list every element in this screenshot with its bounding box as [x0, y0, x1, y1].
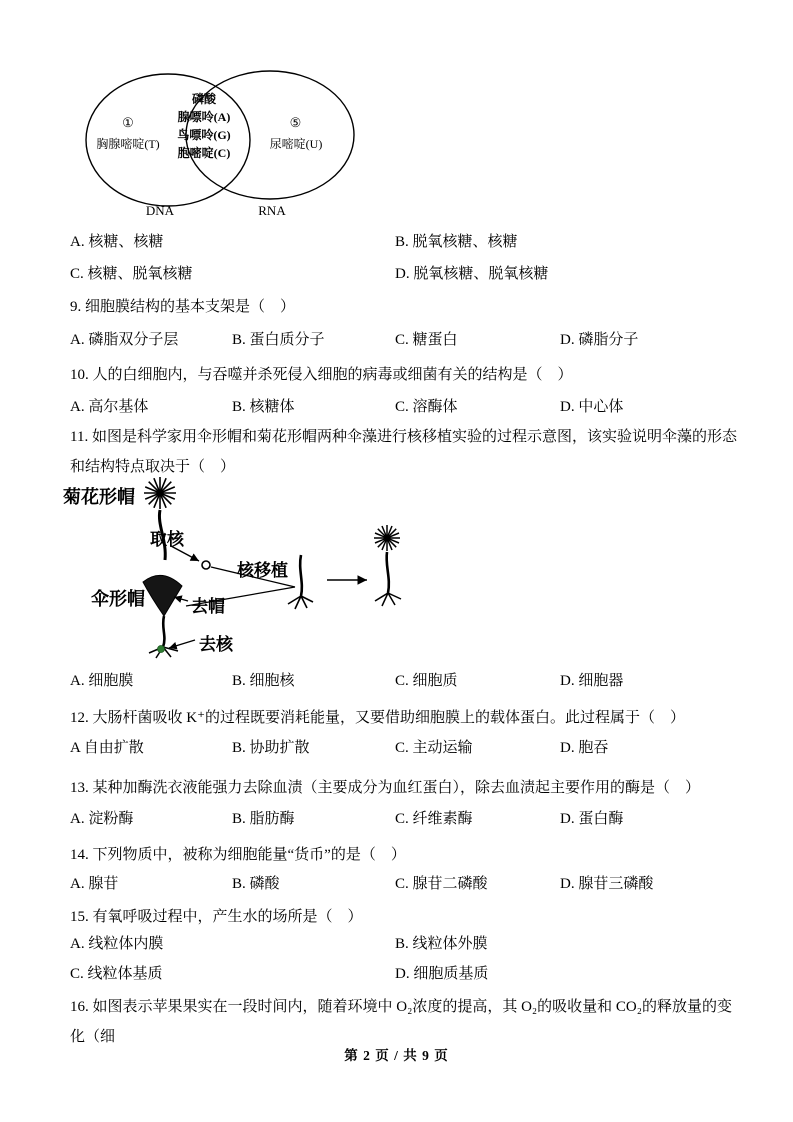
option-c: C. 线粒体基质	[70, 966, 163, 982]
option-b: B. 磷酸	[232, 876, 280, 892]
option-a: A. 高尔基体	[70, 399, 149, 415]
question-11-text: 11. 如图是科学家用伞形帽和菊花形帽两种伞藻进行核移植实验的过程示意图，该实验说明伞藻的形态和结构特点取决于（ ）	[70, 429, 737, 475]
label-remove-nucleus: 去核	[199, 635, 233, 654]
venn-left-caption: DNA	[145, 203, 175, 218]
option-a: A. 核糖、核糖	[70, 234, 164, 250]
venn-center-line-2: 腺嘌呤(A)	[177, 110, 231, 124]
option-a: A. 磷脂双分子层	[70, 332, 179, 348]
label-remove-cap: 去帽	[191, 597, 225, 616]
question-15-options-row-2	[70, 962, 738, 986]
option-c: C. 核糖、脱氧核糖	[70, 266, 193, 282]
remove-cap-arrow-icon	[174, 597, 188, 601]
question-10-options	[70, 395, 738, 419]
option-b: B. 蛋白质分子	[232, 332, 325, 348]
option-b: B. 协助扩散	[232, 740, 310, 756]
question-12-text: 12. 大肠杆菌吸收 K⁺的过程既要消耗能量，又要借助细胞膜上的载体蛋白。此过程属于（ ）	[70, 710, 686, 726]
option-b: B. 细胞核	[232, 673, 295, 689]
option-a: A. 细胞膜	[70, 673, 134, 689]
question-14-options	[70, 872, 738, 896]
extracted-nucleus-icon	[202, 561, 210, 569]
venn-right-caption: RNA	[258, 203, 286, 218]
option-c: C. 糖蛋白	[395, 332, 458, 348]
option-d: D. 细胞器	[560, 673, 624, 689]
option-d: D. 中心体	[560, 399, 624, 415]
option-d: D. 磷脂分子	[560, 332, 639, 348]
venn-right-number: ⑤	[289, 115, 302, 130]
venn-options-row-1	[70, 230, 738, 254]
label-chrysanthemum-cap: 菊花形帽	[63, 487, 135, 507]
venn-center-line-1: 磷酸	[191, 92, 216, 106]
venn-center-line-4: 胞嘧啶(C)	[177, 146, 231, 160]
option-b: B. 线粒体外膜	[395, 936, 488, 952]
venn-diagram	[78, 65, 378, 225]
question-15-text: 15. 有氧呼吸过程中，产生水的场所是（ ）	[70, 909, 363, 925]
question-14-text: 14. 下列物质中，被称为细胞能量“货币”的是（ ）	[70, 847, 406, 863]
option-b: B. 核糖体	[232, 399, 295, 415]
question-15-options-row-1	[70, 932, 738, 956]
question-13-text: 13. 某种加酶洗衣液能强力去除血渍（主要成分为血红蛋白），除去血渍起主要作用的酶是（ ）	[70, 780, 701, 796]
question-13-options	[70, 807, 738, 831]
option-d: D. 细胞质基质	[395, 966, 489, 982]
result-alga-icon	[374, 525, 401, 606]
option-b: B. 脂肪酶	[232, 811, 295, 827]
label-take-nucleus: 取核	[150, 530, 184, 549]
option-d: D. 蛋白酶	[560, 811, 624, 827]
option-d: D. 胞吞	[560, 740, 609, 756]
page-footer: 第 2 页 / 共 9 页	[344, 1048, 449, 1063]
question-9-text: 9. 细胞膜结构的基本支架是（ ）	[70, 299, 296, 315]
option-c: C. 纤维素酶	[395, 811, 473, 827]
nucleus-dot-icon	[158, 646, 165, 653]
option-a: A 自由扩散	[70, 740, 144, 756]
alga-diagram	[55, 470, 495, 670]
venn-left-text: 胸腺嘧啶(T)	[96, 137, 160, 151]
option-c: C. 主动运输	[395, 740, 473, 756]
option-c: C. 溶酶体	[395, 399, 458, 415]
label-umbrella-cap: 伞形帽	[91, 589, 145, 609]
option-c: C. 细胞质	[395, 673, 458, 689]
option-d: D. 脱氧核糖、脱氧核糖	[395, 266, 549, 282]
question-16-text: 16. 如图表示苹果果实在一段时间内，随着环境中 O₂浓度的提高，其 O₂的吸收量和 CO₂的释放量的变化（细	[70, 999, 732, 1045]
venn-left-number: ①	[122, 115, 134, 130]
venn-center-line-3: 鸟嘌呤(G)	[177, 128, 231, 142]
question-10-text: 10. 人的白细胞内，与吞噬并杀死侵入细胞的病毒或细菌有关的结构是（ ）	[70, 367, 573, 383]
question-12-options	[70, 736, 738, 760]
question-11-options	[70, 669, 738, 693]
option-a: A. 线粒体内膜	[70, 936, 164, 952]
remove-nucleus-arrow-icon	[169, 640, 195, 648]
venn-right-text: 尿嘧啶(U)	[269, 137, 323, 151]
venn-options-row-2	[70, 262, 738, 286]
option-a: A. 淀粉酶	[70, 811, 134, 827]
option-c: C. 腺苷二磷酸	[395, 876, 488, 892]
option-a: A. 腺苷	[70, 876, 119, 892]
option-b: B. 脱氧核糖、核糖	[395, 234, 518, 250]
label-nuclear-transplant: 核移植	[237, 561, 288, 580]
option-d: D. 腺苷三磷酸	[560, 876, 654, 892]
question-9-options	[70, 328, 738, 352]
bare-stalk-icon	[288, 555, 313, 609]
